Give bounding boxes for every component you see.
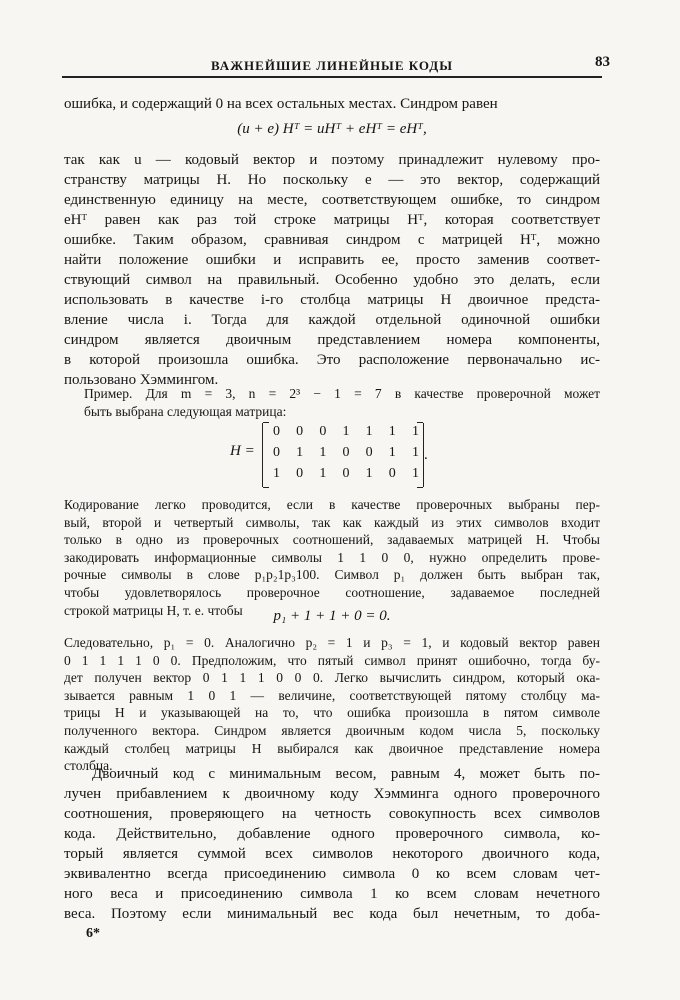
matrix-cell: 0 [342, 445, 350, 460]
text-line: дет получен вектор 0 1 1 1 0 0 0. Легко вычислить синдром, который ока- [64, 670, 600, 686]
text-line: странству матрицы H. Но поскольку e — это вектор, содержащий [64, 172, 600, 188]
matrix-cell: 1 [411, 424, 419, 439]
text-line: Двоичный код с минимальным весом, равным 4, может быть по- [92, 766, 600, 782]
matrix-cell: 1 [388, 445, 396, 460]
text-line: эквивалентно всегда присоединению символа 0 ко всем словам чет- [64, 866, 600, 882]
matrix-cell: 1 [411, 466, 419, 481]
matrix-bracket [262, 423, 424, 487]
matrix-cell: 1 [319, 445, 327, 460]
text-line: ствующий символ на правильный. Особенно удобно это делать, если [64, 272, 600, 288]
matrix-cell: 1 [411, 445, 419, 460]
text-line: веса. Поэтому если минимальный вес кода был нечетным, то доба- [64, 906, 600, 922]
page-header [62, 52, 610, 82]
matrix-cell: 0 [365, 445, 373, 460]
text-line: лучен прибавлением к двоичному коду Хэмминга одного проверочного [64, 786, 600, 802]
text-line: вление числа i. Тогда для каждой отдельной одиночной ошибки [64, 312, 600, 328]
text-line: трицы H и указывающей на то, что ошибка произошла в пятом символе [64, 705, 600, 721]
text-line: использовать в качестве i-го столбца матрицы H двоичное предста- [64, 292, 600, 308]
text-line: столбца. [64, 758, 113, 774]
text-line: Кодирование легко проводится, если в качестве проверочных выбраны пер- [64, 497, 600, 512]
matrix-row [273, 445, 419, 461]
paragraph-example [84, 385, 600, 420]
matrix-cell: 1 [365, 424, 373, 439]
text-line: так как u — кодовый вектор и поэтому принадлежит нулевому про- [64, 152, 600, 168]
paragraph-syndrome [64, 150, 600, 390]
paragraph-intro [64, 94, 600, 114]
text-line: торый является суммой всех символов некоторого двоичного кода, [64, 846, 600, 862]
paragraph-decoding [64, 634, 600, 775]
matrix-cell: 1 [273, 466, 280, 481]
text-line: Следовательно, p₁ = 0. Аналогично p₂ = 1 и p₃ = 1, и кодовый вектор равен [64, 635, 600, 650]
text-line: eHᵀ равен как раз той строке матрицы Hᵀ, которая соответствует [64, 212, 600, 228]
matrix-cell: 0 [273, 424, 280, 439]
running-title: ВАЖНЕЙШИЕ ЛИНЕЙНЫЕ КОДЫ [210, 58, 454, 73]
text-line: зывается равным 1 0 1 — величине, соответствующей пятому столбцу ма- [64, 687, 600, 703]
text-line: ошибке. Таким образом, сравнивая синдром с матрицей Hᵀ, можно [64, 232, 600, 248]
paragraph-encoding [64, 496, 600, 619]
text-line: соотношения, проверяющего на четность совокупность всех символов [64, 806, 600, 822]
matrix-cell: 0 [342, 466, 350, 481]
text-line: только в одно из проверочных соотношений, задаваемых матрицей H. Чтобы [64, 532, 600, 548]
text-line: быть выбрана следующая матрица: [84, 403, 287, 419]
matrix-label: H = [230, 443, 255, 459]
matrix-cell: 1 [319, 466, 327, 481]
matrix-cell: 0 [388, 466, 396, 481]
text-line: ошибка, и содержащий 0 на всех остальных местах. Синдром равен [64, 96, 498, 112]
paragraph-weight-four [64, 764, 600, 924]
page-number: 83 [595, 54, 610, 70]
text-line: каждый столбец матрицы H выбирался как двоичное представление номера [64, 740, 600, 756]
matrix-cell: 1 [365, 466, 373, 481]
matrix-cell: 0 [296, 466, 304, 481]
matrix-cell: 1 [388, 424, 396, 439]
text-line: пользовано Хэммингом. [64, 372, 219, 388]
text-line: единственную единицу на месте, соответствующем ошибке, то синдром [64, 192, 600, 208]
formula-syndrome: (u + e) Hᵀ = uHᵀ + eHᵀ = eHᵀ, [237, 121, 427, 137]
text-line: строкой матрицы H, т. е. чтобы [64, 602, 243, 618]
text-line: 0 1 1 1 1 0 0. Предположим, что пятый символ принят ошибочно, тогда бу- [64, 652, 600, 668]
text-line: кода. Действительно, добавление одного проверочного символа, ко- [64, 826, 600, 842]
text-line: синдром является двоичным представлением номера компоненты, [64, 332, 600, 348]
matrix-cell: 0 [296, 424, 304, 439]
matrix-row [273, 466, 419, 482]
text-line: найти положение ошибки и исправить ее, просто заменив соответ- [64, 252, 600, 268]
matrix-cell: 0 [319, 424, 327, 439]
matrix-period: . [424, 447, 428, 463]
text-line: рочные символы в слове p₁p₂1p₃100. Символ p₁ должен быть выбран так, [64, 567, 600, 583]
text-line: Пример. Для m = 3, n = 2³ − 1 = 7 в качестве проверочной может [84, 386, 600, 401]
matrix-cell: 1 [342, 424, 350, 439]
matrix-cell: 0 [273, 445, 280, 460]
matrix-h [228, 423, 448, 489]
text-line: вый, второй и четвертый символы, так как каждый из этих символов входит [64, 514, 600, 530]
text-line: в которой произошла ошибка. Это расположение первоначально ис- [64, 352, 600, 368]
matrix-row [273, 424, 419, 440]
signature-mark: 6* [86, 926, 100, 941]
text-line: ного веса и присоединению символа 1 ко всем словам нечетного [64, 886, 600, 902]
matrix-cell: 1 [296, 445, 304, 460]
text-line: закодировать информационные символы 1 1 0 0, нужно определить прове- [64, 549, 600, 565]
text-line: чтобы удовлетворялось проверочное соотношение, задаваемое последней [64, 584, 600, 600]
header-rule [62, 76, 602, 78]
text-line: полученного вектора. Синдром является двоичным кодом числа 5, поскольку [64, 722, 600, 738]
formula-check: p₁ + 1 + 1 + 0 = 0. [273, 608, 391, 624]
